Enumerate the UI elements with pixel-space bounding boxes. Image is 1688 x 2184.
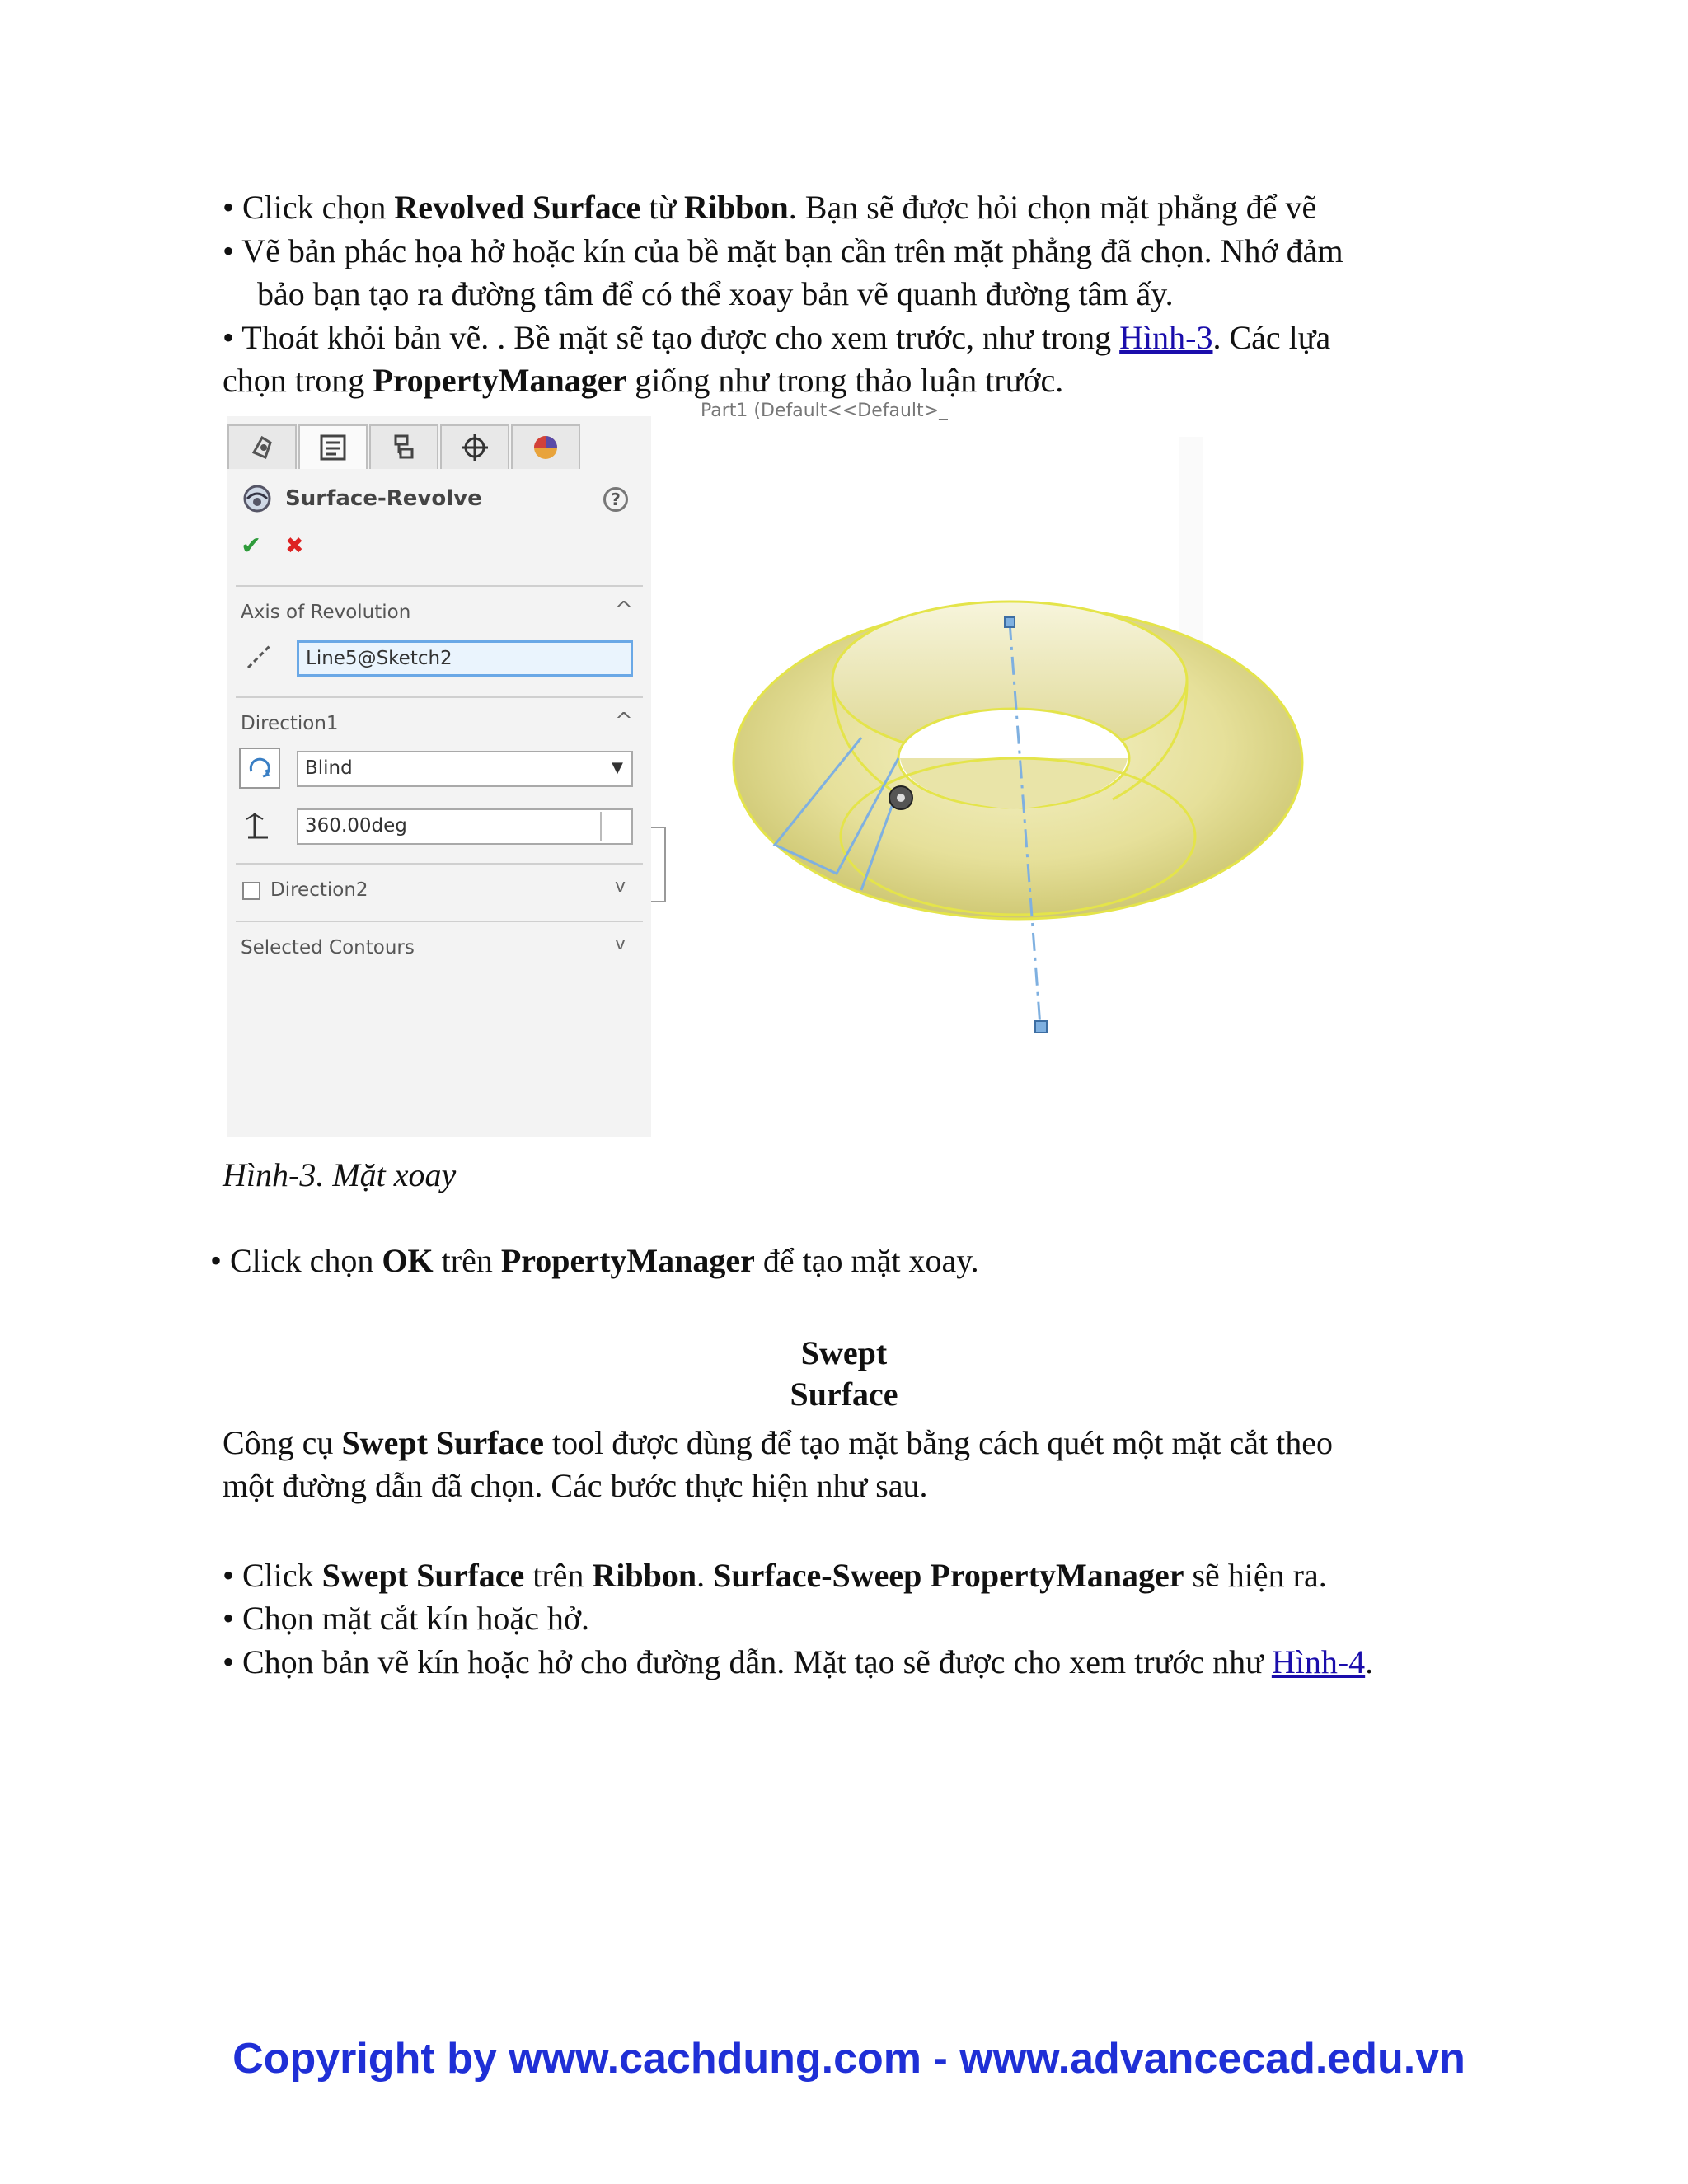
bullet-click-ok	[210, 1240, 979, 1282]
text: . Các lựa	[1212, 319, 1331, 356]
text: • Thoát khỏi bản vẽ. . Bề mặt sẽ tạo được cho xem trước, như trong	[223, 319, 1120, 356]
text: • Chọn bản vẽ kín hoặc hở cho đường dẫn. Mặt tạo sẽ được cho xem trước như	[223, 1643, 1272, 1680]
tab-dimxpert-manager[interactable]	[440, 424, 509, 469]
chevron-down-icon[interactable]: v	[615, 876, 626, 897]
tab-configuration-manager[interactable]	[369, 424, 438, 469]
axis-line-icon	[241, 637, 279, 675]
intro-paragraph-cont: một đường dẫn đã chọn. Các bước thực hiện như sau.	[223, 1467, 928, 1504]
figure-caption: Hình-3. Mặt xoay	[223, 1156, 457, 1193]
cancel-button[interactable]: ✖	[285, 533, 304, 559]
tab-display-manager[interactable]	[511, 424, 580, 469]
crosshair-icon	[458, 431, 491, 464]
chevron-up-icon[interactable]: ^	[615, 598, 633, 622]
chevron-up-icon[interactable]: ^	[615, 709, 633, 733]
reverse-direction-icon[interactable]	[239, 748, 280, 789]
revolved-surface-preview	[684, 412, 1343, 1088]
bold-text: Surface-Sweep PropertyManager	[713, 1557, 1184, 1594]
bold-text: Ribbon	[592, 1557, 697, 1594]
text: Công cụ	[223, 1424, 342, 1461]
bold-text: Swept Surface	[321, 1557, 525, 1594]
bold-text: OK	[382, 1242, 434, 1279]
step-select-path	[223, 1641, 1373, 1684]
configuration-icon	[387, 431, 420, 464]
text: chọn trong	[223, 362, 373, 399]
property-list-icon	[316, 431, 349, 464]
text: • Click chọn	[210, 1242, 382, 1279]
manager-tabs	[227, 424, 585, 471]
text: sẽ hiện ra.	[1184, 1557, 1327, 1594]
section-selected-contours[interactable]: Selected Contours	[241, 937, 415, 958]
section-heading-line2: Surface	[790, 1376, 898, 1413]
text: tool được dùng để tạo mặt bằng cách quét một mặt cắt theo	[543, 1424, 1333, 1461]
bullet-sketch-cont: bảo bạn tạo ra đường tâm để có thể xoay bản vẽ quanh đường tâm ấy.	[257, 275, 1174, 312]
bold-text: PropertyManager	[373, 362, 627, 399]
section-direction2[interactable]: Direction2	[270, 879, 368, 901]
copyright-footer: Copyright by www.cachdung.com - www.advancecad.edu.vn	[232, 2035, 1465, 2083]
text: • Click chọn	[223, 189, 395, 226]
text: .	[696, 1557, 714, 1594]
spin-buttons[interactable]	[600, 812, 628, 841]
bullet-sketch: • Vẽ bản phác họa hở hoặc kín của bề mặt bạn cần trên mặt phẳng đã chọn. Nhớ đảm	[223, 232, 1343, 269]
text: . Bạn sẽ được hỏi chọn mặt phẳng để vẽ	[788, 189, 1317, 226]
angle-icon	[241, 805, 279, 843]
bold-text: Ribbon	[684, 189, 789, 226]
surface-revolve-icon	[241, 482, 274, 515]
link-hinh-3[interactable]: Hình-3	[1119, 319, 1213, 356]
bullet-exit-sketch-cont	[223, 359, 1063, 402]
text: giống như trong thảo luận trước.	[626, 362, 1064, 399]
dropdown-arrow-icon: ▼	[612, 759, 623, 776]
viewport-header: Part1 (Default<<Default>_	[701, 401, 949, 420]
graphics-viewport[interactable]	[684, 401, 1343, 1088]
bold-text: Revolved Surface	[394, 189, 641, 226]
bullet-exit-sketch	[223, 316, 1330, 359]
step-select-profile: • Chọn mặt cắt kín hoặc hở.	[223, 1600, 590, 1637]
text: để tạo mặt xoay.	[754, 1242, 979, 1279]
bold-text: PropertyManager	[500, 1242, 755, 1279]
end-condition-select[interactable]	[297, 751, 633, 787]
help-icon[interactable]: ?	[603, 487, 628, 512]
axis-of-revolution-field[interactable]: Line5@Sketch2	[297, 640, 633, 677]
bullet-revolved-surface	[223, 186, 1316, 229]
divider	[236, 585, 643, 587]
feature-tree-icon	[246, 431, 279, 464]
property-manager-title: Surface-Revolve	[285, 486, 482, 511]
divider	[236, 696, 643, 698]
property-manager-panel	[227, 416, 651, 1137]
angle-value: 360.00deg	[305, 815, 407, 837]
chevron-down-icon[interactable]: v	[615, 934, 626, 954]
tab-property-manager[interactable]	[298, 424, 368, 469]
text: • Click	[223, 1557, 322, 1594]
text: .	[1365, 1643, 1374, 1680]
intro-paragraph	[223, 1422, 1333, 1465]
text: từ	[640, 189, 685, 226]
divider	[236, 863, 643, 865]
text: trên	[433, 1242, 501, 1279]
angle-stepper[interactable]	[297, 808, 633, 845]
tab-feature-manager[interactable]	[227, 424, 297, 469]
section-direction1[interactable]: Direction1	[241, 713, 339, 734]
text: trên	[524, 1557, 593, 1594]
direction2-checkbox[interactable]	[242, 882, 260, 900]
end-condition-value: Blind	[305, 757, 353, 779]
step-click-swept-surface	[223, 1554, 1327, 1597]
section-axis-of-revolution[interactable]: Axis of Revolution	[241, 602, 411, 623]
divider	[236, 921, 643, 922]
ok-button[interactable]: ✔	[241, 532, 262, 560]
appearance-ball-icon	[529, 431, 562, 464]
section-heading-line1: Swept	[800, 1334, 888, 1371]
panel-flyout-bracket	[651, 827, 666, 902]
link-hinh-4[interactable]: Hình-4	[1271, 1643, 1366, 1680]
bold-text: Swept Surface	[341, 1424, 544, 1461]
